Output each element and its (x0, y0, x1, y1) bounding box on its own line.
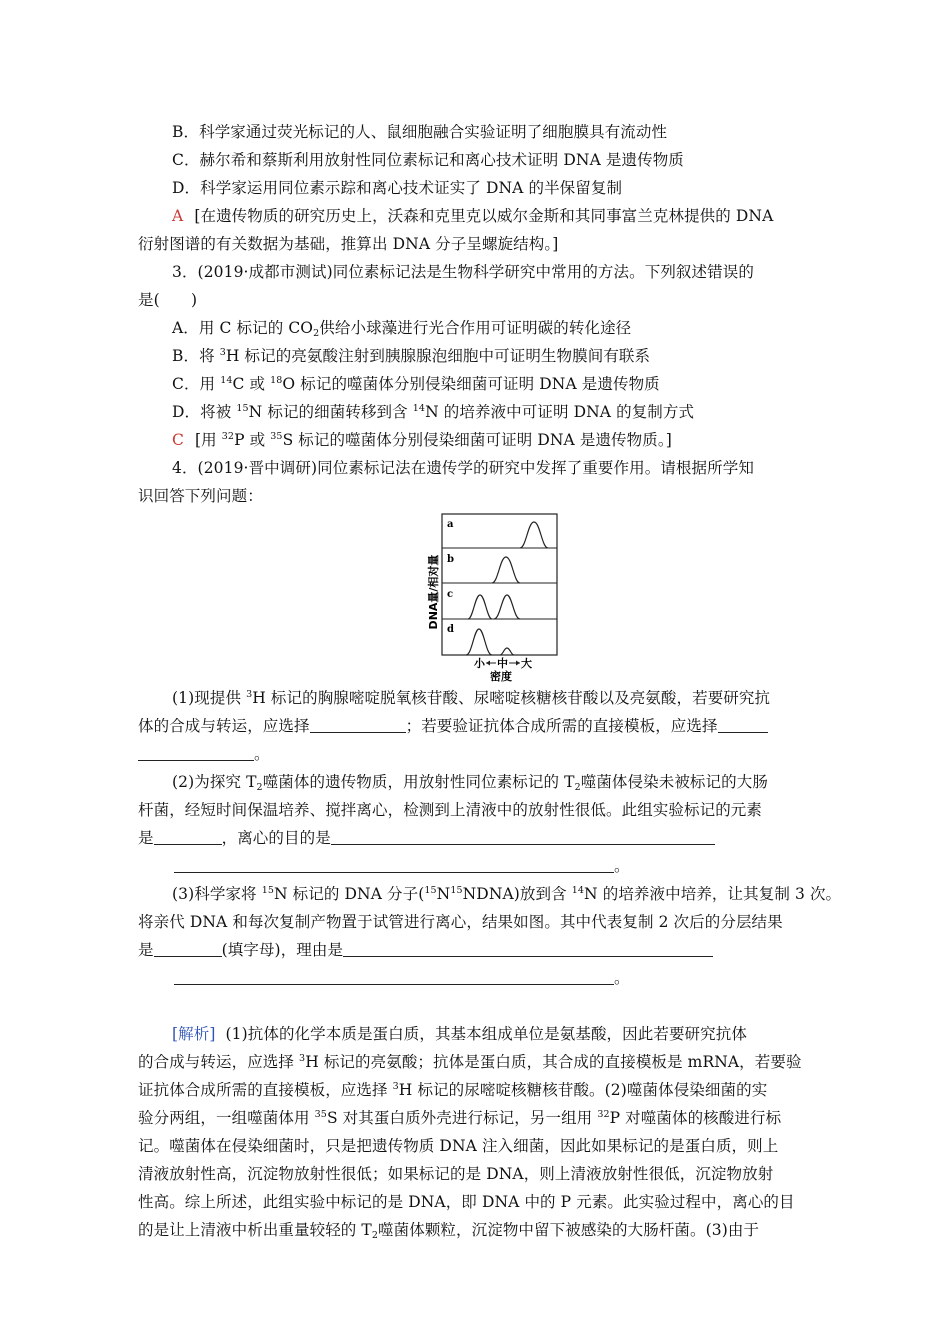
panel-label-d: d (447, 624, 454, 635)
q3-option-c (172, 374, 660, 394)
text: 。 (254, 745, 270, 763)
answer-explanation-1 (172, 206, 773, 226)
axis-large-label: 大 (521, 657, 532, 670)
answer-blank[interactable] (138, 746, 254, 761)
text: N 标记的 DNA 分子( (273, 885, 425, 903)
superscript: 18 (270, 375, 283, 386)
subscript: 2 (313, 328, 320, 339)
arrowhead-right-icon (516, 661, 520, 666)
text: 噬菌体颗粒，沉淀物中留下被感染的大肠杆菌。(3)由于 (378, 1221, 760, 1239)
text: 体的合成与转运，应选择 (138, 717, 310, 735)
superscript: 32 (221, 431, 235, 442)
analysis-line-7: 性高。综上所述，此组实验中标记的是 DNA，即 DNA 中的 P 元素。此实验过程中，离心的目 (138, 1193, 795, 1211)
text: B．将 (172, 347, 220, 365)
superscript: 32 (597, 1109, 610, 1120)
superscript: 14 (220, 375, 233, 386)
text: H 标记的亮氨酸；抗体是蛋白质，其合成的直接模板是 mRNA，若要验 (305, 1053, 802, 1071)
density-gradient-figure (416, 508, 566, 684)
text: [用 (195, 431, 222, 449)
axis-mid-label: 中 (497, 657, 508, 670)
text: P 对噬菌体的核酸进行标 (609, 1109, 782, 1127)
panel-label-a: a (447, 519, 454, 530)
question-3-stem-cont: 是( ) (138, 291, 198, 309)
analysis-line-4 (138, 1108, 781, 1128)
text: ，离心的目的是 (221, 829, 331, 847)
superscript: 3 (219, 347, 226, 358)
panel-label-b: b (447, 554, 454, 565)
peak-c-light (468, 595, 492, 619)
answer-blank[interactable] (174, 970, 614, 985)
text: N 标记的细菌转移到含 (248, 403, 413, 421)
text: 噬菌体的遗传物质，用放射性同位素标记的 T (262, 773, 575, 791)
q3-option-b (172, 346, 650, 366)
superscript: 15 (450, 885, 463, 896)
answer-letter: A (172, 207, 184, 225)
text: 的合成与转运，应选择 (138, 1053, 300, 1071)
q4-part1-cont (138, 716, 768, 736)
q4-part1-end (138, 744, 270, 764)
peak-b-hybrid (492, 557, 520, 583)
question-4-stem: 4．(2019·晋中调研)同位素标记法在遗传学的研究中发挥了重要作用。请根据所学知 (172, 459, 754, 477)
text: C 或 (232, 375, 271, 393)
text: N (436, 885, 451, 903)
text: (2)为探究 T (172, 773, 257, 791)
text: A．用 C 标记的 CO (172, 319, 314, 337)
figure-frame (442, 514, 557, 655)
q4-part1 (172, 688, 770, 708)
peak-a-heavy (520, 522, 548, 548)
answer-blank[interactable] (718, 718, 768, 733)
panel-label-c: c (447, 589, 454, 600)
text: NDNA)放到含 (462, 885, 572, 903)
text: 的是让上清液中析出重量较轻的 T (138, 1221, 372, 1239)
analysis-line-6: 清液放射性高，沉淀物放射性很低；如果标记的是 DNA，则上清液放射性很低，沉淀物放射 (138, 1165, 774, 1183)
q4-part2-cont: 杆菌，经短时间保温培养、搅拌离心，检测到上清液中的放射性很低。此组实验标记的元素 (138, 801, 763, 819)
q4-part3-end (174, 968, 630, 988)
option-d: D．科学家运用同位素示踪和离心技术证实了 DNA 的半保留复制 (172, 179, 623, 197)
text: N 的培养液中可证明 DNA 的复制方式 (425, 403, 695, 421)
figure-ylabel: DNA量/相对量 (427, 554, 440, 630)
superscript: 14 (412, 403, 426, 414)
answer-letter: C (172, 431, 184, 449)
text: 噬菌体侵染未被标记的大肠 (580, 773, 768, 791)
answer-blank[interactable] (331, 830, 715, 845)
superscript: 15 (424, 885, 437, 896)
option-c: C．赫尔希和蔡斯利用放射性同位素标记和离心技术证明 DNA 是遗传物质 (172, 151, 684, 169)
q4-part3-cont2 (138, 940, 713, 960)
analysis-line-8 (138, 1220, 759, 1240)
answer-text (195, 431, 672, 449)
text: 。 (614, 969, 630, 987)
question-3-stem: 3．(2019·成都市测试)同位素标记法是生物科学研究中常用的方法。下列叙述错误的 (172, 263, 754, 281)
superscript: 35 (314, 1109, 327, 1120)
answer-blank[interactable] (343, 942, 713, 957)
subscript: 2 (371, 1230, 379, 1241)
text: 。 (614, 857, 630, 875)
superscript: 3 (246, 689, 253, 700)
subscript: 2 (256, 782, 263, 793)
peak-d-light (466, 629, 492, 655)
text: O 标记的噬菌体分别侵染细菌可证明 DNA 是遗传物质 (282, 375, 660, 393)
q4-part3 (172, 884, 841, 904)
text: H 标记的亮氨酸注射到胰腺腺泡细胞中可证明生物膜间有联系 (225, 347, 651, 365)
analysis-line-5: 记。噬菌体在侵染细菌时，只是把遗传物质 DNA 注入细菌，因此如果标记的是蛋白质，则上 (138, 1137, 779, 1155)
text: S 标记的噬菌体分别侵染细菌可证明 DNA 是遗传物质。] (282, 431, 672, 449)
text: (1)抗体的化学本质是蛋白质，其基本组成单位是氨基酸，因此若要研究抗体 (225, 1025, 747, 1043)
answer-blank[interactable] (174, 858, 614, 873)
superscript: 35 (270, 431, 283, 442)
analysis-line-3 (138, 1080, 767, 1100)
superscript: 15 (236, 403, 249, 414)
answer-text: [在遗传物质的研究历史上，沃森和克里克以威尔金斯和其同事富兰克林提供的 DNA (194, 207, 774, 225)
question-4-stem-cont: 识回答下列问题： (138, 487, 263, 505)
answer-explanation-2 (172, 430, 672, 450)
text: P 或 (234, 431, 271, 449)
text: 是 (138, 941, 154, 959)
q4-part3-cont: 将亲代 DNA 和每次复制产物置于试管进行离心，结果如图。其中代表复制 2 次后的分层结果 (138, 913, 783, 931)
analysis-line-2 (138, 1052, 802, 1072)
q3-option-d (172, 402, 694, 422)
figure-xlabel: 密度 (490, 670, 512, 683)
axis-small-label: 小 (474, 657, 485, 670)
arrowhead-left-icon (486, 661, 490, 666)
analysis-tag: [解析] (172, 1025, 216, 1043)
answer-explanation-1-cont: 衍射图谱的有关数据为基础，推算出 DNA 分子呈螺旋结构。] (138, 235, 559, 253)
text: (1)现提供 (172, 689, 247, 707)
subscript: 2 (574, 782, 581, 793)
peak-d-hybrid (500, 648, 514, 655)
text: D．将被 (172, 403, 237, 421)
text: N 的培养液中培养，让其复制 3 次。 (584, 885, 842, 903)
superscript: 3 (299, 1053, 306, 1064)
peak-c-hybrid (494, 595, 520, 619)
text: H 标记的胸腺嘧啶脱氧核苷酸、尿嘧啶核糖核苷酸以及亮氨酸，若要研究抗 (252, 689, 771, 707)
superscript: 15 (261, 885, 274, 896)
q3-option-a (172, 318, 631, 338)
text: 供给小球藻进行光合作用可证明碳的转化途径 (319, 319, 632, 337)
answer-blank[interactable] (154, 830, 222, 845)
text: 证抗体合成所需的直接模板，应选择 (138, 1081, 393, 1099)
text: H 标记的尿嘧啶核糖核苷酸。(2)噬菌体侵染细菌的实 (398, 1081, 768, 1099)
text: 是 (138, 829, 154, 847)
q4-part2-end (174, 856, 630, 876)
q4-part2 (172, 772, 768, 792)
text: S 对其蛋白质外壳进行标记，另一组用 (326, 1109, 598, 1127)
superscript: 14 (571, 885, 585, 896)
text: (填字母)，理由是 (221, 941, 344, 959)
text: ；若要验证抗体合成所需的直接模板，应选择 (405, 717, 718, 735)
option-b: B．科学家通过荧光标记的人、鼠细胞融合实验证明了细胞膜具有流动性 (172, 123, 668, 141)
answer-blank[interactable] (310, 718, 406, 733)
answer-blank[interactable] (154, 942, 222, 957)
q4-part2-cont2 (138, 828, 715, 848)
text: 验分两组，一组噬菌体用 (138, 1109, 315, 1127)
analysis-line-1 (172, 1024, 747, 1044)
text: C．用 (172, 375, 221, 393)
superscript: 3 (392, 1081, 399, 1092)
text: (3)科学家将 (172, 885, 262, 903)
